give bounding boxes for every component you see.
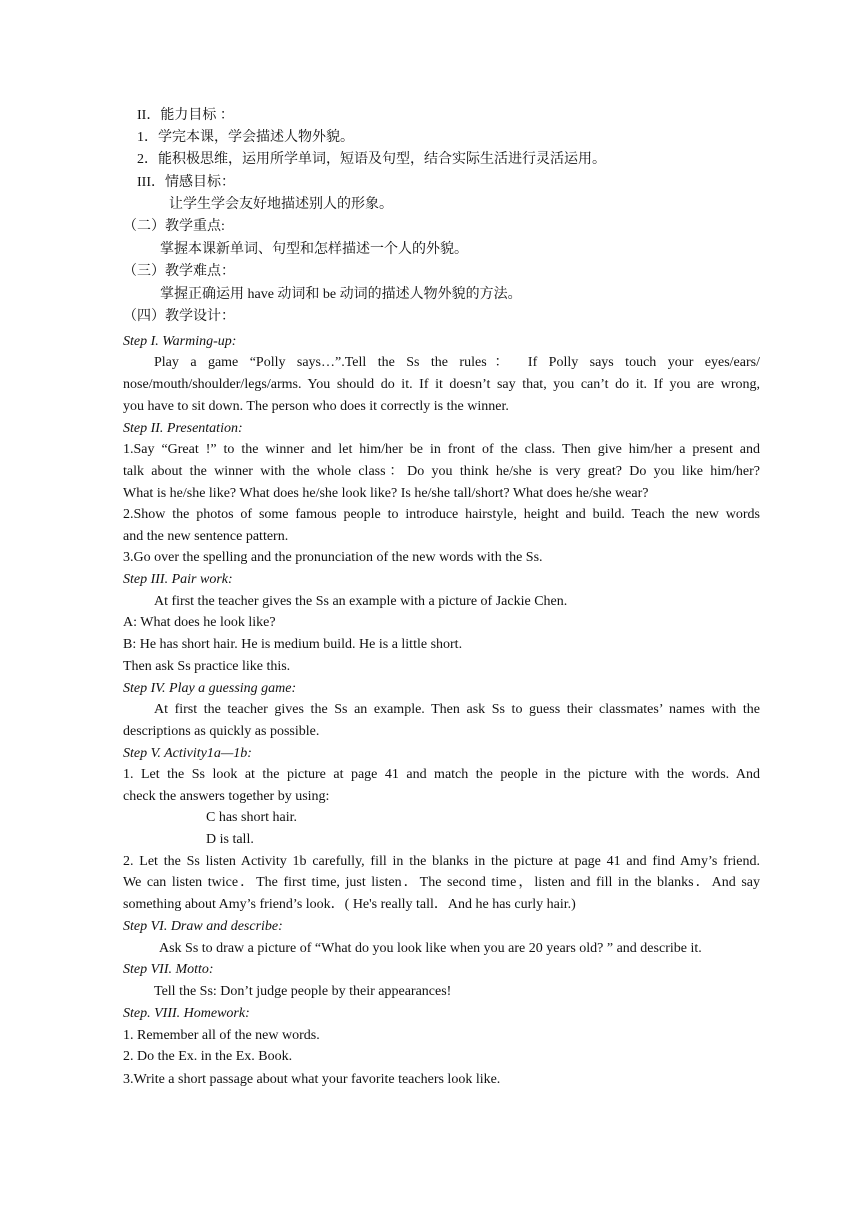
step-5-example-2: D is tall.: [206, 832, 254, 847]
step-5-heading: Step V. Activity1a—1b:: [123, 746, 252, 761]
step-5-line-2: check the answers together by using:: [123, 789, 330, 804]
ability-goal-1: 1．学完本课，学会描述人物外貌。: [137, 130, 354, 145]
homework-item-1: 1. Remember all of the new words.: [123, 1028, 320, 1043]
emotion-goal-text: 让学生学会友好地描述别人的形象。: [169, 197, 393, 212]
step-2-line-1: 1.Say “Great !” to the winner and let him/her be in front of the class. Then give him/her a present and: [123, 442, 760, 457]
design-heading: （四）教学设计：: [123, 309, 235, 324]
step-8-heading: Step. VIII. Homework:: [123, 1006, 250, 1021]
step-5-line-5: something about Amy’s friend’s look．( He's really tall．And he has curly hair.): [123, 897, 576, 912]
step-3-line-1: At first the teacher gives the Ss an example with a picture of Jackie Chen.: [154, 594, 568, 609]
key-points-heading: （二）教学重点:: [123, 219, 225, 234]
step-2-line-5: and the new sentence pattern.: [123, 529, 289, 544]
step-3-heading: Step III. Pair work:: [123, 572, 233, 587]
step-1-line-1: Play a game “Polly says…”.Tell the Ss the rules： If Polly says touch your eyes/ears/: [154, 355, 760, 370]
step-1-heading: Step I. Warming-up:: [123, 334, 237, 349]
step-3-line-2: A: What does he look like?: [123, 615, 276, 630]
homework-item-2: 2. Do the Ex. in the Ex. Book.: [123, 1049, 293, 1064]
difficulties-heading: （三）教学难点：: [123, 264, 235, 279]
difficulties-text: 掌握正确运用 have 动词和 be 动词的描述人物外貌的方法。: [160, 287, 522, 302]
step-5-line-1: 1. Let the Ss look at the picture at page 41 and match the people in the picture with the words. And: [123, 767, 760, 782]
step-2-line-3: What is he/she like? What does he/she look like? Is he/she tall/short? What does he/she wear?: [123, 486, 649, 501]
step-7-heading: Step VII. Motto:: [123, 962, 214, 977]
ability-goal-2: 2．能积极思维，运用所学单词，短语及句型，结合实际生活进行灵活运用。: [137, 152, 606, 167]
step-5-line-4: We can listen twice．The first time, just listen．The second time，listen and fill in the blanks．And say: [123, 875, 760, 890]
step-4-heading: Step IV. Play a guessing game:: [123, 681, 297, 696]
key-points-text: 掌握本课新单词、句型和怎样描述一个人的外貌。: [160, 242, 468, 257]
step-6-line-1: Ask Ss to draw a picture of “What do you look like when you are 20 years old? ” and describe it.: [159, 941, 702, 956]
step-1-line-3: you have to sit down. The person who does it correctly is the winner.: [123, 399, 509, 414]
homework-item-3: 3.Write a short passage about what your favorite teachers look like.: [123, 1072, 501, 1087]
step-4-line-1: At first the teacher gives the Ss an example. Then ask Ss to guess their classmates’ names with the: [154, 702, 760, 717]
step-2-line-6: 3.Go over the spelling and the pronunciation of the new words with the Ss.: [123, 550, 543, 565]
step-7-line-1: Tell the Ss: Don’t judge people by their appearances!: [154, 984, 452, 999]
emotion-goals-heading: III．情感目标：: [137, 175, 235, 190]
step-4-line-2: descriptions as quickly as possible.: [123, 724, 320, 739]
step-1-line-2: nose/mouth/shoulder/legs/arms. You should do it. If it doesn’t say that, you can’t do it. If you are wrong,: [123, 377, 760, 392]
step-5-line-3: 2. Let the Ss listen Activity 1b carefully, fill in the blanks in the picture at page 41 and find Amy’s friend.: [123, 854, 760, 869]
step-3-line-3: B: He has short hair. He is medium build. He is a little short.: [123, 637, 463, 652]
step-5-example-1: C has short hair.: [206, 810, 297, 825]
step-6-heading: Step VI. Draw and describe:: [123, 919, 283, 934]
step-2-line-2: talk about the winner with the whole class：Do you think he/she is very great? Do you like him/her?: [123, 464, 760, 479]
step-2-heading: Step II. Presentation:: [123, 421, 243, 436]
step-2-line-4: 2.Show the photos of some famous people to introduce hairstyle, height and build. Teach the new words: [123, 507, 760, 522]
ability-goals-heading: II．能力目标 ：: [137, 108, 234, 123]
step-3-line-4: Then ask Ss practice like this.: [123, 659, 291, 674]
